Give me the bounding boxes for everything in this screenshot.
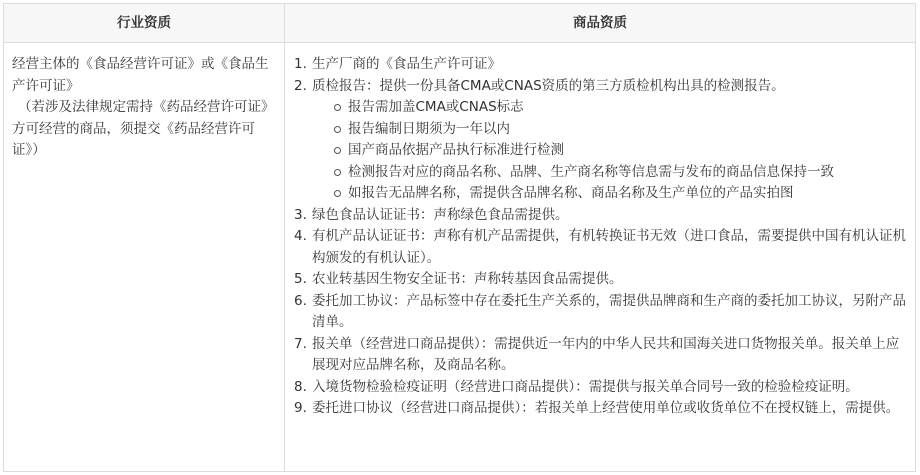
list-item: 6. 委托加工协议：产品标签中存在委托生产关系的，需提供品牌商和生产商的委托加工协议，另附产品清单。 <box>294 292 906 330</box>
product-qualification-list <box>294 54 912 420</box>
list-item: 7. 报关单（经营进口商品提供）：需提供近一年内的中华人民共和国海关进口货物报关单。报关单上应展现对应品牌名称，及商品名称。 <box>294 335 900 373</box>
sub-list-item: 报告需加盖CMA或CNAS标志 <box>334 97 912 119</box>
list-item: 3. 绿色食品认证证书：声称绿色食品需提供。 <box>294 206 569 223</box>
circle-bullet-icon <box>334 126 341 133</box>
list-item: 9. 委托进口协议（经营进口商品提供）：若报关单上经营使用单位或收货单位不在授权链上，需提供。 <box>294 400 900 416</box>
sub-list-item: 如报告无品牌名称，需提供含品牌名称、商品名称及生产单位的产品实拍图 <box>334 183 912 205</box>
list-item: 2. 质检报告：提供一份具备CMA或CNAS资质的第三方质检机构出具的检测报告。 报告需加盖CMA或CNAS标志 报告编制日期须为一年以内 国产商品依据产品执行标准进行检测 检测报告对应的商品名称、品牌、生产商名称等信息需与发布的商品信息保持一致 如报告无品牌名称，需提供含品牌名称、商品名称及生产单位的产品实拍图 <box>294 76 912 205</box>
table-header <box>4 4 915 43</box>
sub-list-item: 国产商品依据产品执行标准进行检测 <box>334 140 912 162</box>
qualification-table <box>3 3 916 472</box>
circle-bullet-icon <box>334 169 341 176</box>
header-industry-qualification: 行业资质 <box>117 15 171 31</box>
sub-list <box>312 97 912 205</box>
circle-bullet-icon <box>334 147 341 154</box>
list-item: 1. 生产厂商的《食品生产许可证》 <box>294 56 501 72</box>
sub-list-item: 检测报告对应的商品名称、品牌、生产商名称等信息需与发布的商品信息保持一致 <box>334 162 912 184</box>
sub-list-item: 报告编制日期须为一年以内 <box>334 119 912 141</box>
header-product-qualification: 商品资质 <box>573 15 627 31</box>
list-item: 8. 入境货物检验检疫证明（经营进口商品提供）：需提供与报关单合同号一致的检验检疫证明。 <box>294 378 859 395</box>
list-item: 5. 农业转基因生物安全证书：声称转基因食品需提供。 <box>294 271 623 287</box>
industry-requirement-note: （若涉及法律规定需持《药品经营许可证》方可经营的商品，须提交《药品经营许可证》） <box>12 99 275 158</box>
circle-bullet-icon <box>334 104 341 111</box>
industry-requirement-text: 经营主体的《食品经营许可证》或《食品生产许可证》 <box>12 56 269 94</box>
product-qualification-cell <box>294 54 912 420</box>
list-item: 4. 有机产品认证证书：声称有机产品需提供，有机转换证书无效（进口食品，需要提供中国有机认证机构颁发的有机认证）。 <box>294 228 906 266</box>
circle-bullet-icon <box>334 190 341 197</box>
column-divider <box>284 4 285 471</box>
industry-qualification-cell <box>12 54 280 162</box>
